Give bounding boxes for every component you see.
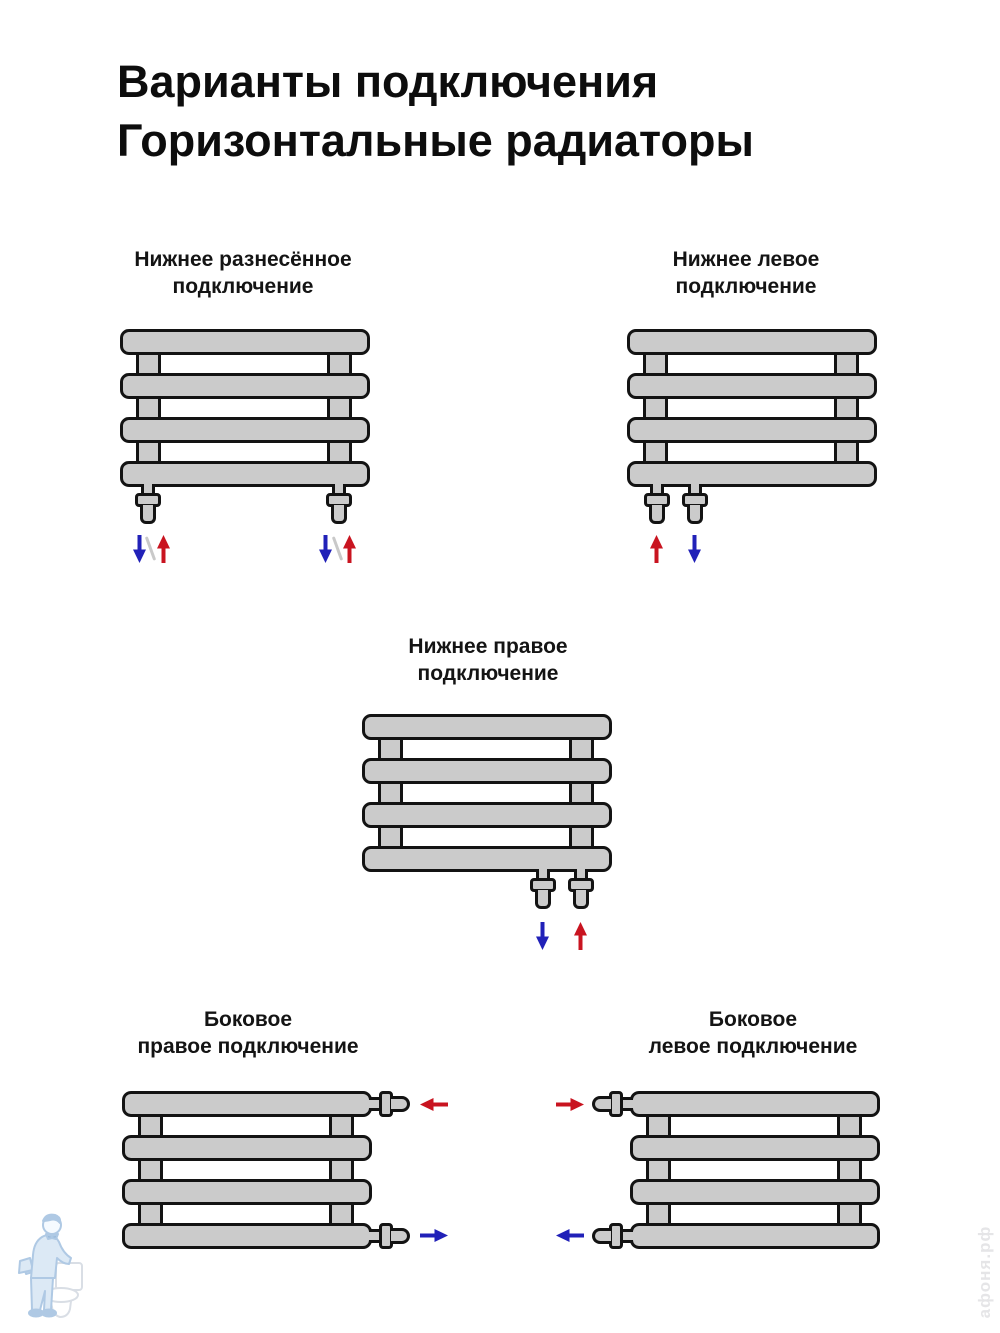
- fitting-pipe: [592, 1096, 611, 1112]
- pipe-fitting-supply: [644, 484, 670, 526]
- toilet-tank: [56, 1263, 82, 1290]
- pipe-fitting-bottom-left: [135, 484, 161, 526]
- collector-left: [138, 1102, 163, 1238]
- fitting-pipe: [391, 1096, 410, 1112]
- pipe-fitting-side-top: [369, 1091, 411, 1117]
- fitting-pipe: [391, 1228, 410, 1244]
- collector-left: [136, 340, 161, 476]
- site-watermark: афоня.рф: [975, 1225, 994, 1319]
- figure-title-bottom-spread: [134, 246, 351, 300]
- fitting-pipe: [687, 505, 703, 524]
- supply-arrow-up-icon: [649, 535, 664, 563]
- page-title-line-2: Горизонтальные радиаторы: [117, 115, 754, 166]
- figure-title-line: подключение: [675, 275, 817, 298]
- return-arrow-down-icon: [687, 535, 702, 563]
- radiator-side-right: [122, 1091, 372, 1252]
- fitting-nut: [609, 1091, 623, 1117]
- collector-right: [834, 340, 859, 476]
- pipe-fitting-side-bottom: [369, 1223, 411, 1249]
- fitting-pipe: [592, 1228, 611, 1244]
- fitting-pipe: [140, 505, 156, 524]
- collector-right: [327, 340, 352, 476]
- radiator-tube-1: [120, 329, 370, 355]
- figure-title-line: Нижнее правое: [408, 635, 568, 658]
- radiator-tube-2: [122, 1135, 372, 1161]
- radiator-tube-1: [630, 1091, 880, 1117]
- supply-arrow-left-icon: [420, 1097, 448, 1112]
- plumber-shoe: [42, 1310, 56, 1317]
- page-title: [117, 52, 754, 170]
- radiator-tube-3: [120, 417, 370, 443]
- return-arrow-down-icon: [535, 922, 550, 950]
- radiator-bottom-left: [627, 329, 877, 490]
- figure-title-line: правое подключение: [137, 1035, 359, 1058]
- collector-left: [378, 725, 403, 861]
- radiator-side-left: [630, 1091, 880, 1252]
- return-arrow-right-icon: [420, 1228, 448, 1243]
- figure-title-side-right: [137, 1006, 358, 1060]
- figure-title-line: левое подключение: [648, 1035, 858, 1058]
- pipe-fitting-return: [682, 484, 708, 526]
- figure-title-line: подключение: [417, 662, 559, 685]
- figure-title-line: Боковое: [708, 1008, 798, 1031]
- radiator-tube-3: [627, 417, 877, 443]
- pipe-fitting-side-top: [591, 1091, 633, 1117]
- pipe-fitting-supply: [568, 869, 594, 911]
- supply-arrow-up-icon: [573, 922, 588, 950]
- pipe-fitting-return: [530, 869, 556, 911]
- plumber-logo-watermark: [12, 1211, 128, 1333]
- collector-left: [646, 1102, 671, 1238]
- figure-title-line: Боковое: [203, 1008, 293, 1031]
- collector-left: [643, 340, 668, 476]
- plumber-shoe: [29, 1310, 43, 1317]
- return-arrow-down-icon: [318, 535, 333, 563]
- figure-title-side-left: [649, 1006, 858, 1060]
- radiator-tube-1: [122, 1091, 372, 1117]
- figure-title-line: подключение: [172, 275, 314, 298]
- collector-right: [329, 1102, 354, 1238]
- radiator-tube-3: [630, 1179, 880, 1205]
- supply-arrow-right-icon: [556, 1097, 584, 1112]
- radiator-tube-2: [120, 373, 370, 399]
- return-arrow-left-icon: [556, 1228, 584, 1243]
- radiator-tube-2: [630, 1135, 880, 1161]
- figure-title-bottom-right: [408, 633, 567, 687]
- radiator-tube-2: [362, 758, 612, 784]
- figure-title-line: Нижнее разнесённое: [134, 248, 352, 271]
- radiator-tube-4: [630, 1223, 880, 1249]
- supply-arrow-up-icon: [342, 535, 357, 563]
- plumber-legs: [31, 1278, 53, 1310]
- radiator-tube-3: [122, 1179, 372, 1205]
- fitting-pipe: [535, 890, 551, 909]
- radiator-tube-1: [362, 714, 612, 740]
- fitting-pipe: [331, 505, 347, 524]
- radiator-tube-3: [362, 802, 612, 828]
- fitting-pipe: [573, 890, 589, 909]
- radiator-tube-4: [122, 1223, 372, 1249]
- fitting-nut: [609, 1223, 623, 1249]
- fitting-pipe: [649, 505, 665, 524]
- collector-right: [569, 725, 594, 861]
- radiator-bottom-right: [362, 714, 612, 875]
- pipe-fitting-side-bottom: [591, 1223, 633, 1249]
- radiator-bottom-spread: [120, 329, 370, 490]
- page-title-line-1: Варианты подключения: [117, 56, 659, 107]
- figure-title-line: Нижнее левое: [672, 248, 820, 271]
- radiator-tube-2: [627, 373, 877, 399]
- supply-arrow-up-icon: [156, 535, 171, 563]
- radiator-tube-1: [627, 329, 877, 355]
- collector-right: [837, 1102, 862, 1238]
- figure-title-bottom-left: [673, 246, 820, 300]
- pipe-fitting-bottom-right: [326, 484, 352, 526]
